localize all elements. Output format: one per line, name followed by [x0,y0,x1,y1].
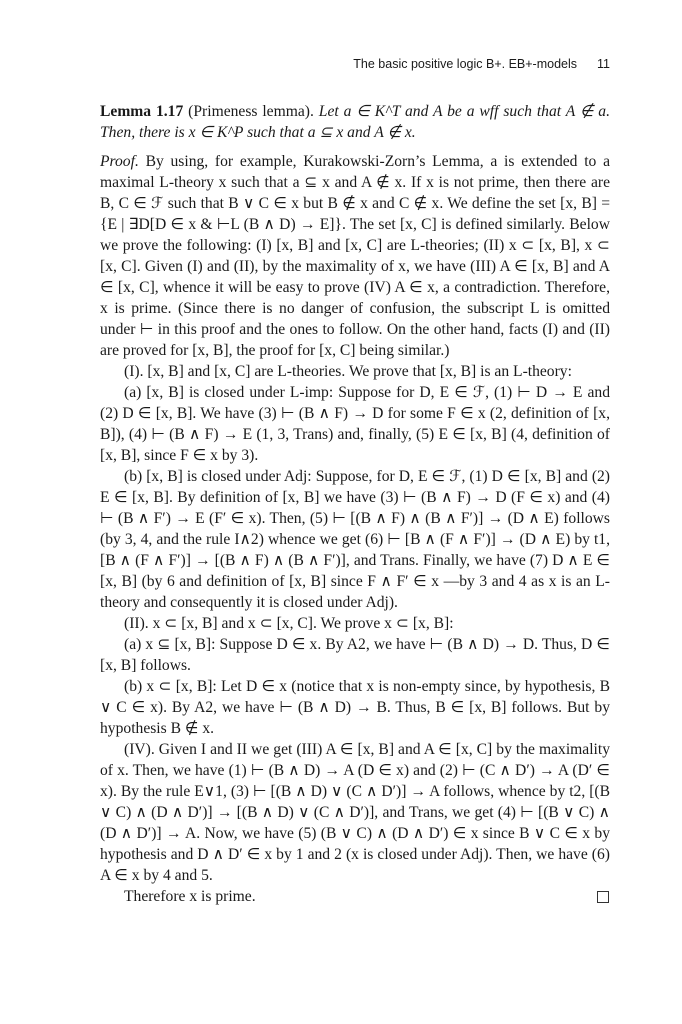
proof-paragraph: (b) x ⊂ [x, B]: Let D ∈ x (notice that x is non-empty since, by hypothesis, B ∨ C ∈ x). By A2, we have ⊢ (B ∧ D) → B. Thus, B ∈ [x, B] follows. But by hypothesis B ∉ x. [100,678,610,737]
proof-paragraph: (IV). Given I and II we get (III) A ∈ [x, B] and A ∈ [x, C] by the maximality of x. Then, we have (1) ⊢ (B ∧ D) → A (D ∈ x) and (2) ⊢ (C ∧ D′) → A (D′ ∈ x). By the rule E∨1, (3) ⊢ [(B ∧ D) ∨ (C ∧ D′)] → A follows, whence by t2, [(B ∨ C) ∧ (D ∧ D′)] → [(B ∧ D) ∨ (C ∧ D′)], and Trans, we get (4) ⊢ [(B ∨ C) ∧ (D ∧ D′)] → A. Now, we have (5) (B ∨ C) ∧ (D ∧ D′) ∈ x since B ∨ C ∈ x by hypothesis and D ∧ D′ ∈ x by 1 and 2 (x is closed under Adj). Then, we have (6) A ∈ x by 4 and 5. [100,741,610,884]
proof-paragraph [100,151,610,361]
proof-paragraph: (II). x ⊂ [x, B] and x ⊂ [x, C]. We prove x ⊂ [x, B]: [124,615,454,632]
lemma-name: (Primeness lemma). [188,103,314,120]
page-header [100,57,610,75]
proof-paragraph: (b) [x, B] is closed under Adj: Suppose, for D, E ∈ ℱ, (1) D ∈ [x, B] and (2) E ∈ [x, B]. By definition of [x, B] we have (3) ⊢ (B ∧ F) → D (F ∈ x) and (4) ⊢ (B ∧ F′) → E (F′ ∈ x). Then, (5) ⊢ [(B ∧ F) ∧ (B ∧ F′)] → (D ∧ E) follows (by 3, 4, and the rule I∧2) whence we get (6) ⊢ [B ∧ (F ∧ F′)] → (D ∧ E) by t1, [B ∧ (F ∧ F′)] → [(B ∧ F) ∧ (B ∧ F′)], and Trans. Finally, we have (7) D ∧ E ∈ [x, B] (by 6 and definition of [x, B] since F ∧ F′ ∈ x —by 3 and 4 as x is an L-theory and consequently it is closed under Adj). [100,468,610,611]
lemma-statement: Let a ∈ K^T and A be a wff such that A ∉ a. Then, there is x ∈ K^P such that a ⊆ x and A ∉ x. [100,103,610,141]
proof-paragraph: (a) x ⊆ [x, B]: Suppose D ∈ x. By A2, we have ⊢ (B ∧ D) → D. Thus, D ∈ [x, B] follows. [100,636,610,674]
proof-label: Proof. [100,153,139,170]
qed-square-icon [597,891,609,903]
page-number: 11 [597,57,610,71]
proof-conclusion [100,886,610,907]
proof-text: By using, for example, Kurakowski-Zorn’s Lemma, a is extended to a maximal L-theory x such that a ⊆ x and A ∉ x. If x is not prime, then there are B, C ∈ ℱ such that B ∨ C ∈ x but B ∉ x and C ∉ x. We define the set [x, B] = {E | ∃D[D ∈ x & ⊢L (B ∧ D) → E]}. The set [x, C] is defined similarly. Below we prove the following: (I) [x, B] and [x, C] are L-theories; (II) x ⊂ [x, B], x ⊂ [x, C]. Given (I) and (II), by the maximality of x, we have (III) A ∈ [x, B] and A ∈ [x, C], whence it will be easy to prove (IV) A ∈ x, a contradiction. Therefore, x is prime. (Since there is no danger of confusion, the subscript L is omitted under ⊢ in this proof and the ones to follow. On the other hand, facts (I) and (II) are proved for [x, B], the proof for [x, C] being similar.) [100,153,610,359]
proof-paragraph: (I). [x, B] and [x, C] are L-theories. We prove that [x, B] is an L-theory: [124,363,572,380]
conclusion-text: Therefore x is prime. [124,888,256,905]
page-body [100,101,610,907]
lemma-block [100,101,610,143]
proof-paragraph: (a) [x, B] is closed under L-imp: Suppose for D, E ∈ ℱ, (1) ⊢ D → E and (2) D ∈ [x, B]. We have (3) ⊢ (B ∧ F) → D for some F ∈ x (2, definition of [x, B]), (4) ⊢ (B ∧ F) → E (1, 3, Trans) and, finally, (5) E ∈ [x, B] (4, definition of [x, B], since F ∈ x by 3). [100,384,610,464]
lemma-heading: Lemma 1.17 [100,103,184,120]
running-title: The basic positive logic B+. EB+-models [353,57,577,71]
